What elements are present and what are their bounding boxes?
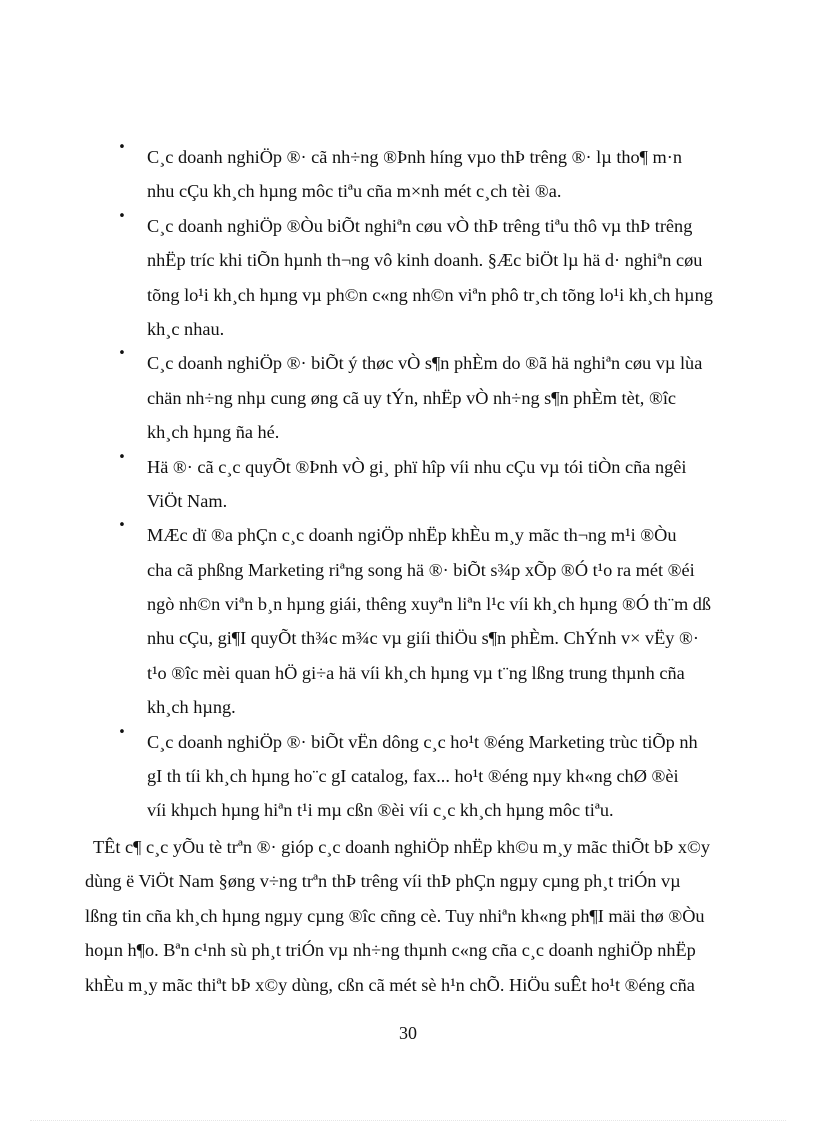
list-item-line: nhËp tríc khi tiÕn hµnh th¬ng vô kinh doanh. §Æc biÖt lµ hä d· nghiªn cøu bbox=[147, 250, 703, 271]
list-item-line: nhu cÇu, gi¶I quyÕt th¾c m¾c vµ giíi thiÖu s¶n phÈm. ChÝnh v× vËy ®· bbox=[147, 628, 699, 649]
list-item-line: tõng lo¹i kh¸ch hµng vµ ph©n c«ng nh©n viªn phô tr¸ch tõng lo¹i kh¸ch hµng bbox=[147, 284, 713, 305]
list-item bbox=[0, 518, 816, 724]
list-item-line: kh¸ch hµng. bbox=[147, 697, 236, 718]
page-number: 30 bbox=[399, 1023, 417, 1043]
list-item bbox=[0, 209, 816, 347]
list-item bbox=[0, 140, 816, 209]
bullet-list bbox=[0, 140, 816, 828]
paragraph-line: TÊt c¶ c¸c yÕu tè trªn ®· gióp c¸c doanh nghiÖp nhËp kh©u m¸y mãc thiÕt bÞ x©y bbox=[93, 837, 711, 857]
paragraph-line: khÈu m¸y mãc thiªt bÞ x©y dùng, cßn cã mét sè h¹n chÕ. HiÖu suÊt ho¹t ®éng cña bbox=[85, 974, 695, 995]
list-item-line: MÆc dï ®a phÇn c¸c doanh ngiÖp nhËp khÈu m¸y mãc th¬ng m¹i ®Òu bbox=[147, 525, 677, 546]
paragraph-line: lßng tin cña kh¸ch hµng ngµy cµng ®îc cñng cè. Tuy nhiªn kh«ng ph¶I mäi thø ®Òu bbox=[85, 905, 705, 926]
list-item-line: Hä ®· cã c¸c quyÕt ®Þnh vÒ gi¸ phï hîp víi nhu cÇu vµ tói tiÒn cña ngêi bbox=[147, 456, 687, 477]
list-item-line: víi khµch hµng hiªn t¹i mµ cßn ®èi víi c¸c kh¸ch hµng môc tiªu. bbox=[147, 800, 614, 821]
list-item bbox=[0, 725, 816, 828]
list-item-line: gI th tíi kh¸ch hµng ho¨c gI catalog, fax... ho¹t ®éng nµy kh«ng chØ ®èi bbox=[147, 766, 679, 787]
list-item-line: C¸c doanh nghiÖp ®Òu biÕt nghiªn cøu vÒ thÞ trêng tiªu thô vµ thÞ trêng bbox=[147, 215, 693, 236]
list-item-line: kh¸c nhau. bbox=[147, 318, 225, 339]
bullet-icon: • bbox=[118, 140, 126, 155]
bullet-icon: • bbox=[118, 449, 126, 465]
list-item-line: cha cã phßng Marketing riªng song hä ®· biÕt s¾p xÕp ®Ó t¹o ra mét ®éi bbox=[147, 559, 695, 580]
list-item-line: kh¸ch hµng ña hé. bbox=[147, 422, 280, 443]
paragraph-line: dùng ë ViÖt Nam §øng v÷ng trªn thÞ trêng víi thÞ phÇn ngµy cµng ph¸t triÓn vµ bbox=[85, 871, 681, 892]
list-item-line: ViÖt Nam. bbox=[147, 490, 228, 511]
list-item-line: nhu cÇu kh¸ch hµng môc tiªu cña m×nh mét c¸ch tèi ®a. bbox=[147, 181, 562, 202]
list-item-line: C¸c doanh nghiÖp ®· biÕt vËn dông c¸c ho¹t ®éng Marketing trùc tiÕp nh bbox=[147, 731, 698, 752]
page-bottom-rule bbox=[30, 1120, 786, 1121]
body-paragraph bbox=[0, 830, 816, 1002]
list-item-line: C¸c doanh nghiÖp ®· cã nh÷ng ®Þnh híng vµo thÞ trêng ®· lµ tho¶ m·n bbox=[147, 147, 682, 167]
list-item-line: C¸c doanh nghiÖp ®· biÕt ý thøc vÒ s¶n phÈm do ®ã hä nghiªn cøu vµ lùa bbox=[147, 353, 703, 374]
list-item-line: t¹o ®îc mèi quan hÖ gi÷a hä víi kh¸ch hµng vµ t¨ng lßng trung thµnh cña bbox=[147, 662, 685, 683]
list-item-line: chän nh÷ng nhµ cung øng cã uy tÝn, nhËp vÒ nh÷ng s¶n phÈm tèt, ®îc bbox=[147, 387, 677, 408]
bullet-icon: • bbox=[118, 208, 126, 224]
list-item bbox=[0, 346, 816, 449]
paragraph-line: hoµn h¶o. Bªn c¹nh sù ph¸t triÓn vµ nh÷ng thµnh c«ng cña c¸c doanh nghiÖp nhËp bbox=[85, 940, 696, 961]
bullet-icon: • bbox=[118, 518, 126, 534]
bullet-icon: • bbox=[118, 346, 126, 362]
list-item-line: ngò nh©n viªn b¸n hµng giái, thêng xuyªn liªn l¹c víi kh¸ch hµng ®Ó th¨m dß bbox=[147, 594, 712, 615]
bullet-icon: • bbox=[118, 724, 126, 740]
list-item bbox=[0, 450, 816, 519]
